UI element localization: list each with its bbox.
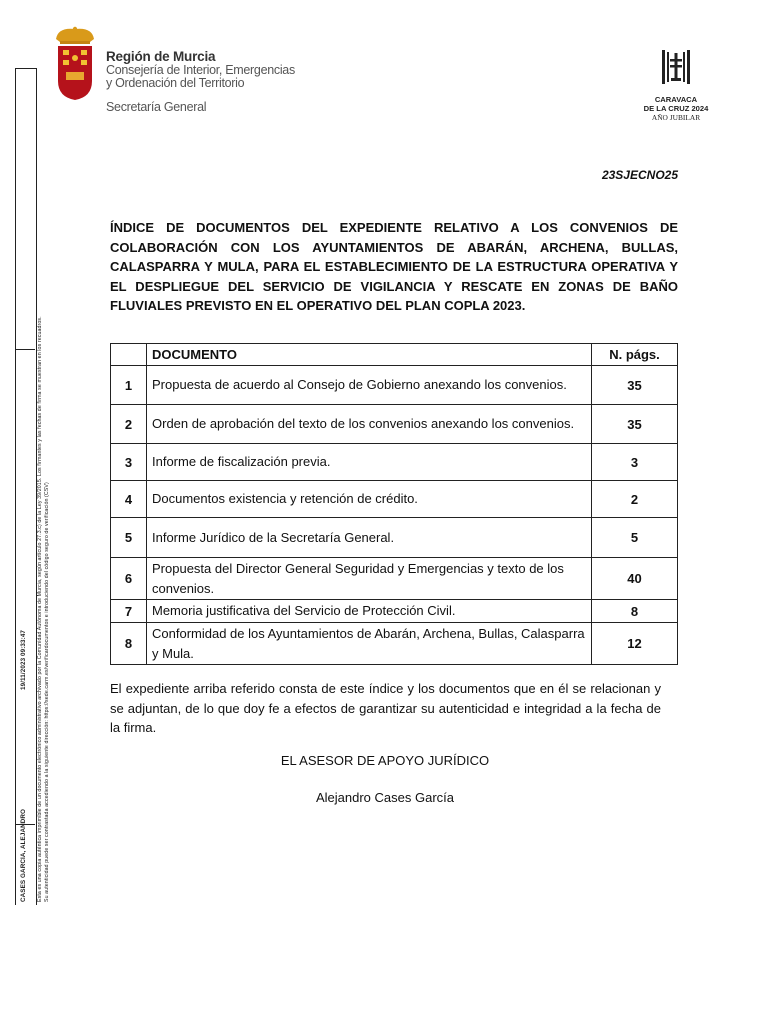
- table-row: [111, 366, 678, 405]
- row-number: 8: [111, 623, 147, 665]
- jubilee-logo-line1: CARAVACA: [654, 95, 698, 104]
- org-name: Región de Murcia: [106, 49, 216, 64]
- row-pages: 3: [592, 444, 678, 481]
- table-row: [111, 444, 678, 481]
- row-document: Documentos existencia y retención de crédito.: [147, 481, 592, 518]
- caravaca-cross-icon: [661, 50, 691, 84]
- row-number: 6: [111, 558, 147, 600]
- department-line-2: y Ordenación del Territorio: [106, 76, 245, 90]
- jubilee-logo-line3: AÑO JUBILAR: [651, 113, 701, 122]
- verification-strip: [15, 68, 50, 904]
- strip-notice-line1: Esta es una copia auténtica imprimible de un documento electrónico administrativo archivado por la Comunidad Autónoma de Murcia, según artículo 27.3.c) de la Ley 39/2015. Los firmantes y las fechas de firma se muestran en los recuadros.: [37, 316, 43, 902]
- table-row: [111, 623, 678, 665]
- department-line-1: Consejería de Interior, Emergencias: [106, 63, 295, 77]
- strip-timestamp: 19/11/2023 09:33:47: [20, 629, 27, 690]
- row-pages: 5: [592, 518, 678, 558]
- row-document: Conformidad de los Ayuntamientos de Abarán, Archena, Bullas, Calasparra y Mula.: [147, 623, 592, 665]
- unit-name: Secretaría General: [106, 100, 207, 114]
- row-pages: 8: [592, 600, 678, 623]
- row-pages: 2: [592, 481, 678, 518]
- row-document: Informe Jurídico de la Secretaría General.: [147, 518, 592, 558]
- row-number: 4: [111, 481, 147, 518]
- row-number: 5: [111, 518, 147, 558]
- row-number: 2: [111, 405, 147, 444]
- row-number: 7: [111, 600, 147, 623]
- document-reference: 23SJECNO25: [601, 168, 678, 182]
- row-pages: 35: [592, 366, 678, 405]
- row-pages: 35: [592, 405, 678, 444]
- jubilee-logo: [636, 50, 716, 122]
- closing-paragraph: El expediente arriba referido consta de este índice y los documentos que en él se relacionan y se adjuntan, de lo que doy fe a efectos de garantizar su autenticidad e integridad a la fecha de la firma.: [110, 681, 661, 735]
- strip-notice-line2: Su autenticidad puede ser contrastada accediendo a la siguiente dirección: https://sede.carm.es/verificardocumentos e introduciendo del código seguro de verificación (CSV): [44, 482, 50, 902]
- signer-name: Alejandro Cases García: [315, 790, 454, 805]
- row-document: Propuesta del Director General Seguridad y Emergencias y texto de los convenios.: [147, 558, 592, 600]
- region-crest-logo: [52, 25, 98, 101]
- header-document: DOCUMENTO: [147, 344, 592, 366]
- row-pages: 12: [592, 623, 678, 665]
- header-number: [111, 344, 147, 366]
- row-document: Informe de fiscalización previa.: [147, 444, 592, 481]
- table-header-row: [111, 344, 678, 366]
- table-row: [111, 600, 678, 623]
- row-document: Propuesta de acuerdo al Consejo de Gobierno anexando los convenios.: [147, 366, 592, 405]
- strip-frame: [15, 68, 37, 905]
- row-document: Orden de aprobación del texto de los convenios anexando los convenios.: [147, 405, 592, 444]
- documents-table: [110, 343, 678, 665]
- table-row: [111, 405, 678, 444]
- row-number: 3: [111, 444, 147, 481]
- table-row: [111, 481, 678, 518]
- signer-role: EL ASESOR DE APOYO JURÍDICO: [280, 753, 490, 768]
- row-number: 1: [111, 366, 147, 405]
- strip-signer: CASES GARCIA, ALEJANDRO: [20, 808, 27, 902]
- jubilee-logo-line2: DE LA CRUZ 2024: [643, 104, 709, 113]
- document-title: ÍNDICE DE DOCUMENTOS DEL EXPEDIENTE RELATIVO A LOS CONVENIOS DE COLABORACIÓN CON LOS AYUNTAMIENTOS DE ABARÁN, ARCHENA, BULLAS, CALASPARRA Y MULA, PARA EL ESTABLECIMIENTO DE LA ESTRUCTURA OPERATIVA Y EL DESPLIEGUE DEL SERVICIO DE VIGILANCIA Y RESCATE EN ZONAS DE BAÑO FLUVIALES PREVISTO EN EL OPERATIVO DEL PLAN COPLA 2023.: [110, 220, 678, 313]
- row-pages: 40: [592, 558, 678, 600]
- strip-separator: [15, 349, 35, 350]
- table-row: [111, 558, 678, 600]
- header-pages: N. págs.: [592, 344, 678, 366]
- table-row: [111, 518, 678, 558]
- row-document: Memoria justificativa del Servicio de Protección Civil.: [147, 600, 592, 623]
